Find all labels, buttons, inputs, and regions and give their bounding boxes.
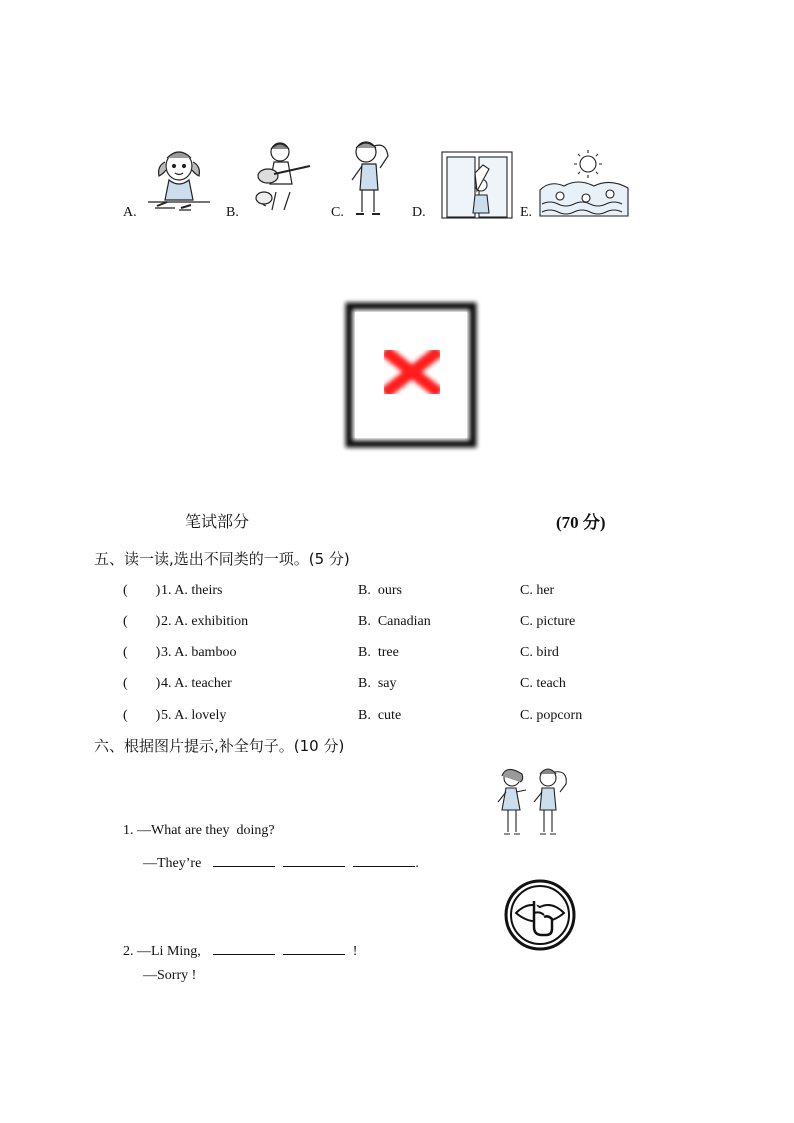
option-label-c: C. xyxy=(331,205,344,220)
boy-exercising-icon xyxy=(350,138,398,218)
item-option-b: B. tree xyxy=(358,645,399,660)
option-label-a: A. xyxy=(123,205,137,220)
q2-answer: —Sorry ! xyxy=(143,968,197,983)
q2-prompt-suffix: ! xyxy=(352,944,358,959)
answer-blank[interactable] xyxy=(213,854,275,867)
q1-answer-prefix: —They’re xyxy=(143,856,202,871)
item-option-c: C. picture xyxy=(520,614,576,629)
item-option-b: B. cute xyxy=(358,708,402,723)
item-option-c: C. bird xyxy=(520,645,559,660)
boy-guitar-icon xyxy=(246,140,314,216)
answer-bracket[interactable]: ( ) xyxy=(123,676,161,691)
answer-blank[interactable] xyxy=(283,854,345,867)
item-option-b: B. ours xyxy=(358,583,402,598)
broken-image-icon xyxy=(343,300,483,450)
section-score: (70 分) xyxy=(556,513,606,532)
q2-prompt-prefix: 2. —Li Ming, xyxy=(123,944,201,959)
part6-heading: 六、根据图片提示,补全句子。(10 分) xyxy=(94,737,345,755)
option-label-b: B. xyxy=(226,205,239,220)
item-option-a: 3. A. bamboo xyxy=(161,645,237,660)
answer-blank[interactable] xyxy=(283,942,345,955)
answer-bracket[interactable]: ( ) xyxy=(123,583,161,598)
option-label-e: E. xyxy=(520,205,533,220)
quiet-please-icon xyxy=(504,879,576,951)
item-option-a: 1. A. theirs xyxy=(161,583,223,598)
answer-bracket[interactable]: ( ) xyxy=(123,614,161,629)
section-title: 笔试部分 xyxy=(185,512,250,531)
q1-answer-line xyxy=(143,854,419,872)
item-option-a: 4. A. teacher xyxy=(161,676,232,691)
children-exercising-icon xyxy=(494,766,578,838)
answer-blank[interactable] xyxy=(213,942,275,955)
option-label-d: D. xyxy=(412,205,426,220)
item-option-c: C. teach xyxy=(520,676,566,691)
item-option-b: B. say xyxy=(358,676,397,691)
item-option-c: C. her xyxy=(520,583,555,598)
answer-bracket[interactable]: ( ) xyxy=(123,645,161,660)
q1-prompt: 1. —What are they doing? xyxy=(123,823,275,838)
answer-blank[interactable] xyxy=(353,854,415,867)
q2-prompt-line xyxy=(123,942,357,960)
q1-answer-suffix: . xyxy=(415,856,419,871)
girl-window-icon xyxy=(441,151,513,219)
item-option-a: 2. A. exhibition xyxy=(161,614,249,629)
item-option-a: 5. A. lovely xyxy=(161,708,227,723)
children-swimming-icon xyxy=(540,150,628,218)
item-option-c: C. popcorn xyxy=(520,708,583,723)
answer-bracket[interactable]: ( ) xyxy=(123,708,161,723)
girl-drawing-icon xyxy=(143,144,215,216)
part5-heading: 五、读一读,选出不同类的一项。(5 分) xyxy=(94,550,350,568)
item-option-b: B. Canadian xyxy=(358,614,431,629)
